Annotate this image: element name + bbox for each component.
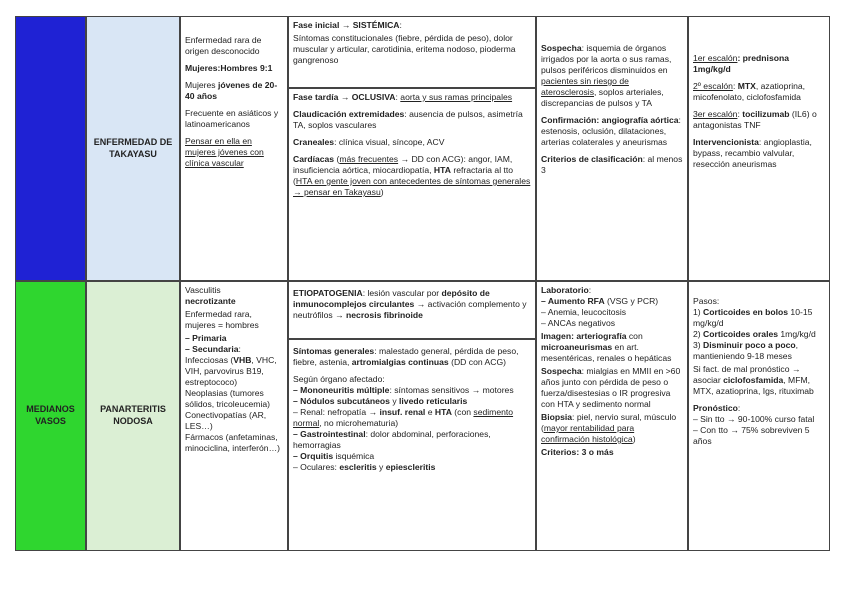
criteria: Criterios: 3 o más [541, 447, 614, 457]
phase1-text: Síntomas constitucionales (fiebre, pérdida de peso), dolor muscular y articular, carotidinia, eritema nodoso, pioderma gangrenoso [293, 33, 516, 65]
group-cell-medium-vessels [15, 281, 86, 551]
group-cell-large-vessels [15, 16, 86, 281]
renal: – Renal: nefropatía → insuf. renal e HTA (con sedimento normal, no microhematuria) [293, 407, 514, 428]
takayasu-diagnosis [536, 16, 688, 281]
step-3: 3er escalón: tocilizumab (IL6) o antagonistas TNF [693, 109, 817, 130]
etio-necrosis: necrosis fibrinoide [346, 310, 423, 320]
suspicion: Sospecha: mialgias en MMII en >60 años junto con pérdida de peso o fuerza/disestesias o IR progresiva con HTA y sedimento normal [541, 366, 681, 409]
interventional: Intervencionista: angioplastia, bypass, recambio valvular, resección aneurismas [693, 137, 812, 169]
disease-name: PANARTERITIS NODOSA [100, 404, 166, 426]
takayasu-clinic-phase1 [288, 16, 536, 88]
step-2: 2º escalón: MTX, azatioprina, micofenolato, ciclofosfamida [693, 81, 806, 102]
gastrointestinal: – Gastrointestinal: dolor abdominal, perforaciones, hemorragias [293, 429, 491, 450]
neoplasms: Neoplasias (tumores sólidos, tricoleucemia) [185, 388, 271, 409]
pan-treatment [688, 281, 830, 551]
phase1-title: Fase inicial → SISTÉMICA: [293, 20, 402, 30]
connective: Conectivopatías (AR, LES…) [185, 410, 267, 431]
disease-name: ENFERMEDAD DE TAKAYASU [93, 136, 173, 159]
skin: – Nódulos subcutáneos y livedo reticularis [293, 396, 468, 406]
cardiac: Cardíacas (más frecuentes → DD con ACG): angor, IAM, insuficiencia aórtica, miocardiopatía, HTA refractaria al tto (HTA en gente joven con antecedentes de síntomas generales → pensar en Takayasu) [293, 154, 531, 197]
phase2-title: Fase tardía → OCLUSIVA: aorta y sus ramas principales [293, 92, 513, 102]
etio-text: : lesión vascular por [362, 288, 442, 298]
disease-name-pan [86, 281, 180, 551]
clinical-hint: Pensar en ella en mujeres jóvenes con clínica vascular [185, 136, 264, 168]
pan-etiopathogenesis [288, 281, 536, 339]
steps: Pasos: 1) Corticoides en bolos 10-15 mg/kg/d 2) Corticoides orales 1mg/kg/d 3) Disminuir poco a poco, mantieniendo 9-18 meses [693, 296, 816, 361]
classification-criteria: Criterios de clasificación: al menos 3 [541, 154, 683, 175]
suspicion: Sospecha: isquemia de órganos irrigados por la aorta o sus ramas, pulsos periféricos disminuidos en pacientes sin riesgo de aterosclerosis, soplos arteriales, discrepancias de pulsos y TA [541, 43, 672, 108]
pan-diagnosis [536, 281, 688, 551]
pan-clinic [288, 339, 536, 551]
ethnicity: Frecuente en asiáticos y latinoamericanos [185, 108, 279, 129]
mononeuritis: – Mononeuritis múltiple: síntomas sensitivos → motores [293, 385, 514, 395]
etio-text2: → activación complemento y neutrófilos → [293, 299, 527, 320]
group-label: MEDIANOS VASOS [26, 404, 75, 426]
general-symptoms: Síntomas generales: malestado general, pérdida de peso, fiebre, astenia, artromialgias continuas (DD con ACG) [293, 346, 519, 367]
pan-profile [180, 281, 288, 551]
takayasu-treatment [688, 16, 830, 281]
claudication: Claudicación extremidades: ausencia de pulsos, asimetría TA, soplos vasculares [293, 109, 523, 130]
primary: – Primaria [185, 333, 227, 343]
age-range: Mujeres jóvenes de 20-40 años [185, 80, 278, 101]
infectious: Infecciosas (VHB, VHC, VIH, parvovirus B19, estreptococo) [185, 355, 277, 387]
orchitis: – Orquitis isquémica [293, 451, 375, 461]
ocular: – Oculares: escleritis y epiescleritis [293, 462, 436, 472]
confirmation: Confirmación: angiografía aórtica: estenosis, oclusión, dilataciones, arterias colaterales y aneurismas [541, 115, 681, 147]
secondary: – Secundaria: [185, 344, 241, 354]
laboratory: Laboratorio: – Aumento RFA (VSG y PCR) – Anemia, leucocitosis – ANCAs negativos [541, 285, 659, 328]
organ-heading: Según órgano afectado: [293, 374, 385, 384]
profile-text: Enfermedad rara de origen desconocido [185, 35, 262, 56]
etio-immune: depósito de inmunocomplejos circulantes [293, 288, 490, 309]
takayasu-clinic-phase2 [288, 88, 536, 281]
etio-title: ETIOPATOGENIA [293, 288, 363, 298]
vasculitis-type: Vasculitis necrotizante [185, 285, 236, 306]
bad-prognosis: Si fact. de mal pronóstico → asociar ciclofosfamida, MFM, MTX, azatioprina, Igs, rituximab [693, 364, 814, 396]
imaging: Imagen: arteriografía con microaneurismas en art. mesentéricas, renales o hepáticas [541, 331, 672, 363]
prognosis: Pronóstico: – Sin tto → 90-100% curso fatal – Con tto → 75% sobreviven 5 años [693, 403, 815, 446]
sex-ratio: Mujeres:Hombres 9:1 [185, 63, 273, 73]
cranial: Craneales: clínica visual, síncope, ACV [293, 137, 445, 147]
drugs: Fármacos (anfetaminas, minociclina, interferón…) [185, 432, 281, 453]
biopsy: Biopsia: piel, nervio sural, músculo (mayor rentabilidad para confirmación histológica) [541, 412, 677, 444]
epidemiology: Enfermedad rara, mujeres = hombres [185, 309, 259, 330]
step-1: 1er escalón: prednisona 1mg/kg/d [693, 53, 790, 74]
disease-name-takayasu [86, 16, 180, 281]
takayasu-profile [180, 16, 288, 281]
